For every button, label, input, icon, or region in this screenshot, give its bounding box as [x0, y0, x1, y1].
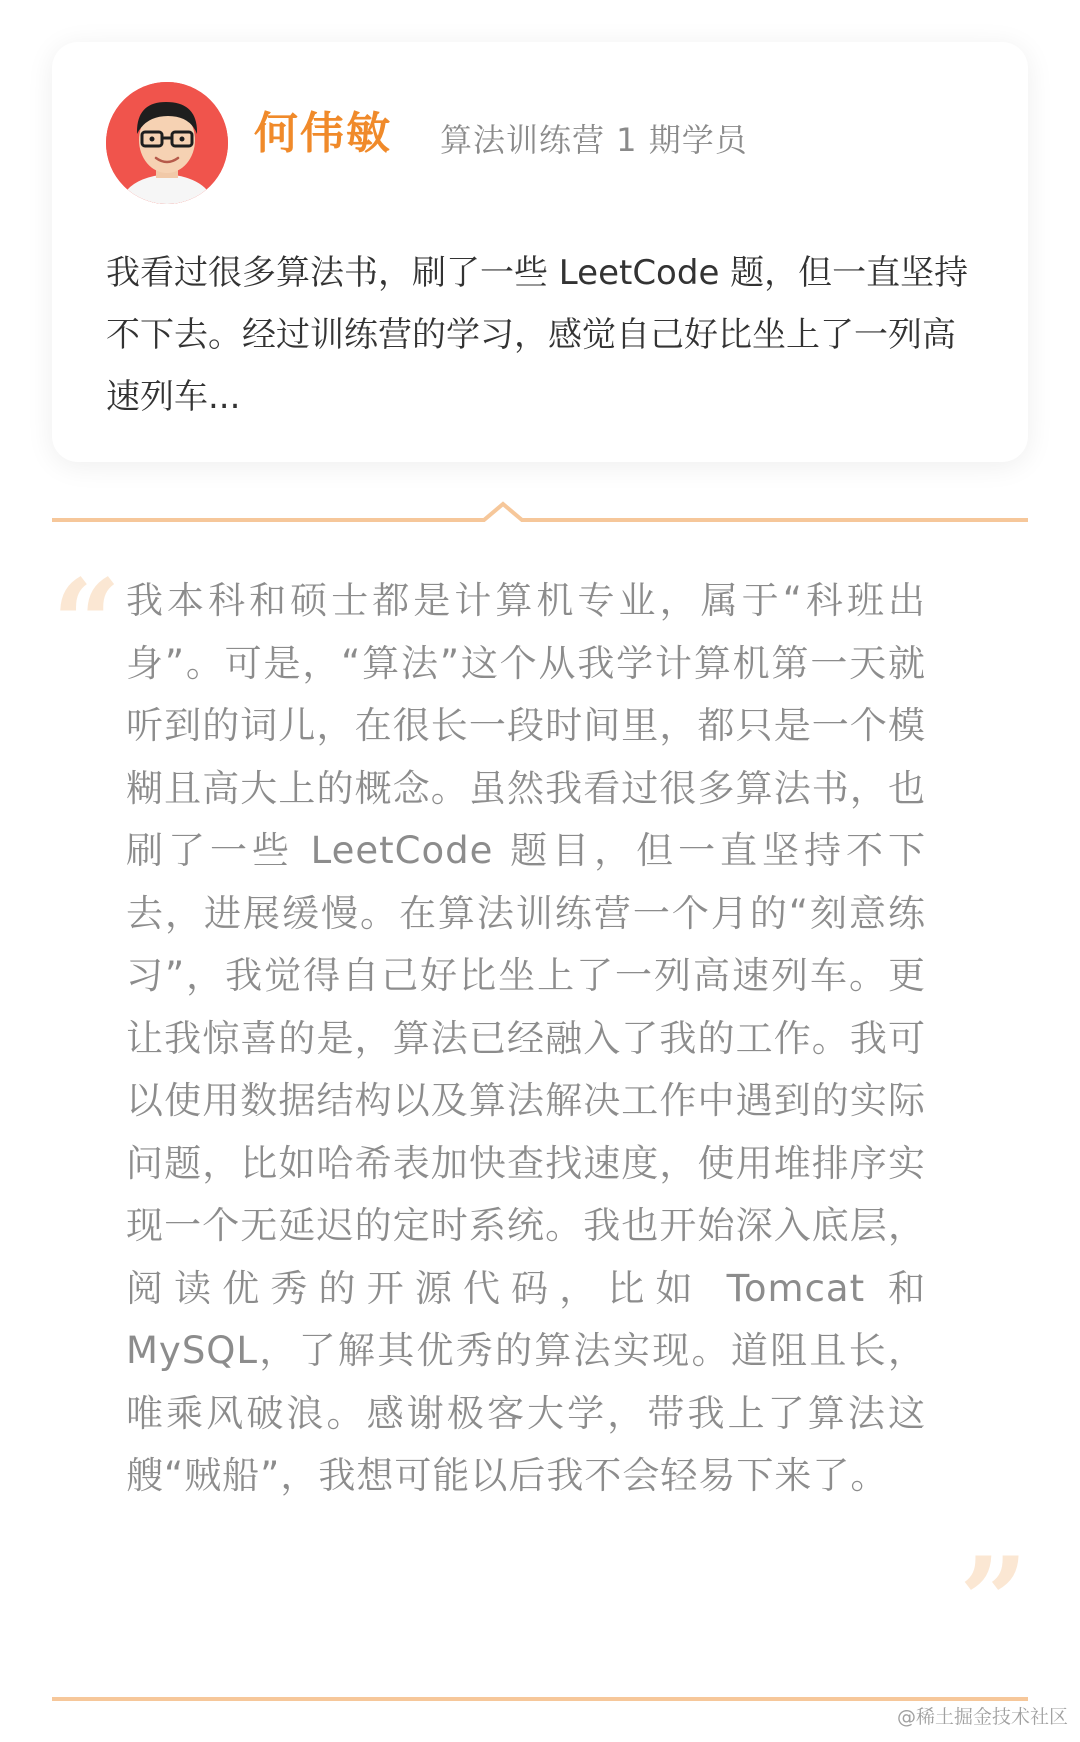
close-quote-icon: ” — [958, 1531, 1028, 1672]
pointer-divider — [52, 500, 1028, 530]
testimonial-summary: 我看过很多算法书，刷了一些 LeetCode 题，但一直坚持不下去。经过训练营的学习，感觉自己好比坐上了一列高速列车... — [106, 253, 969, 417]
testimonial-block — [52, 553, 1028, 1680]
student-name: 何伟敏 — [254, 108, 392, 159]
avatar-portrait-icon — [106, 82, 228, 204]
profile-card — [52, 42, 1028, 462]
bottom-divider — [52, 1697, 1028, 1701]
open-quote-icon: “ — [52, 553, 122, 694]
student-role: 算法训练营 1 期学员 — [440, 121, 748, 159]
avatar — [106, 82, 228, 204]
watermark: @稀土掘金技术社区 — [896, 1706, 1068, 1728]
testimonial-text: 我本科和硕士都是计算机专业，属于“科班出身”。可是，“算法”这个从我学计算机第一天就听到的词儿，在很长一段时间里，都只是一个模糊且高大上的概念。虽然我看过很多算法书，也刷了一些 LeetCode 题目，但一直坚持不下去，进展缓慢。在算法训练营一个月的“刻意练习”，我觉得自己好比坐上了一列高速列车。更让我惊喜的是，算法已经融入了我的工作。我可以使用数据结构以及算法解决工作中遇到的实际问题，比如哈希表加快查找速度，使用堆排序实现一个无延迟的定时系统。我也开始深入底层，阅读优秀的开源代码，比如 Tomcat 和 MySQL，了解其优秀的算法实现。道阻且长，唯乘风破浪。感谢极客大学，带我上了算法这艘“贼船”，我想可能以后我不会轻易下来了。 — [126, 579, 926, 1497]
